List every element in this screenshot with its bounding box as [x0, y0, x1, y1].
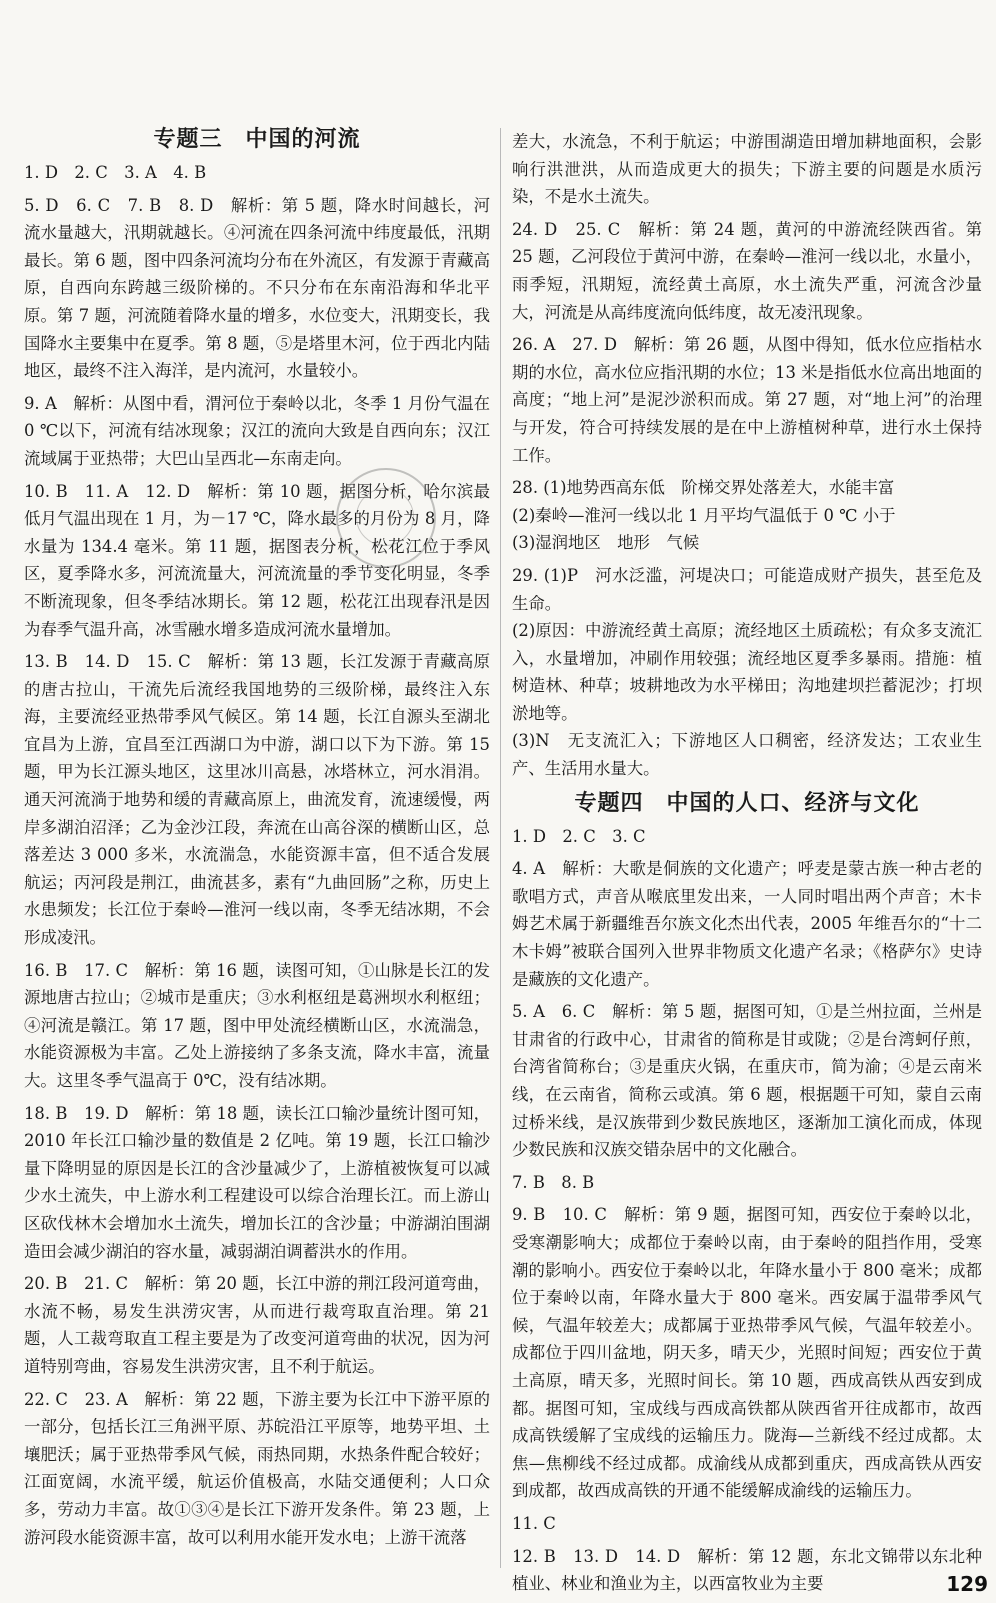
- right-entries-population: [512, 823, 982, 1598]
- section-title-population: 专题四 中国的人口、经济与文化: [574, 790, 920, 816]
- answer-item: 9. B 10. C 解析：第 9 题，据图可知，西安位于秦岭以北，受寒潮影响大；成都位于秦岭以南，由于秦岭的阻挡作用，受寒潮的影响小。西安位于秦岭以北，年降水量小于 800 毫米；成都位于秦岭以南，年降水量大于 800 毫米。西安属于温带季风气候，气温年较差大；成都属于亚热带季风气候，气温年较差小。成都位于四川盆地，阴天多，晴天少，光照时间短；西安位于黄土高原，晴天多，光照时间长。第 10 题，西成高铁从西安到成都。据图可知，宝成线与西成高铁都从陕西省开往成都市，故西成高铁缓解了宝成线的运输压力。陇海—兰新线不经过成都。太焦—焦柳线不经过成都。成渝线从成都到重庆，西成高铁从西安到成都，故西成高铁的开通不能缓解成渝线的运输压力。: [512, 1205, 982, 1501]
- stamp-inner-ring: [356, 488, 414, 546]
- section-title-rivers: 专题三 中国的河流: [153, 127, 361, 152]
- left-column: [24, 122, 496, 1556]
- continuation-text: 差大，水流急，不利于航运；中游围湖造田增加耕地面积，会影响行洪泄洪，从而造成更大的损失；下游主要的问题是水质污染，不是水土流失。: [512, 132, 982, 207]
- answer-item: 5. D 6. C 7. B 8. D 解析：第 5 题，降水时间越长，河流水量越大，汛期就越长。④河流在四条河流中纬度最低，汛期最长。第 6 题，图中四条河流均分布在外流区，有发源于青藏高原，自西向东跨越三级阶梯的。不只分布在东南沿海和华北平原。第 7 题，河流随着降水量的增多，水位变大，汛期变长，我国降水主要集中在夏季。第 8 题，⑤是塔里木河，位于西北内陆地区，最终不注入海洋，是内流河，水量较小。: [24, 195, 490, 381]
- column-divider: [500, 128, 501, 1568]
- watermark-stamp: [336, 468, 436, 568]
- answer-item: 10. B 11. A 12. D 解析：第 10 题，据图分析，哈尔滨最低月气温出现在 1 月，为－17 ℃，降水最多的月份为 8 月，降水量为 134.4 毫米。第 11 题，据图表分析，松花江位于季风区，夏季降水多，河流流量大，河流流量的季节变化明显，冬季不断流现象，但冬季结冰期长。第 12 题，松花江出现春汛是因为春季气温升高，冰雪融水增多造成河流水量增加。: [24, 481, 490, 639]
- right-entries-rivers: [512, 216, 988, 783]
- answer-item: 9. A 解析：从图中看，渭河位于秦岭以北，冬季 1 月份气温在 0 ℃以下，河流有结冰现象；汉江的流向大致是自西向东；汉江流域属于亚热带；大巴山呈西北—东南走向。: [24, 393, 496, 468]
- answer-item: 28. (1)地势西高东低 阶梯交界处落差大，水能丰富 (2)秦岭—淮河一线以北 1 月平均气温低于 0 ℃ 小于 (3)湿润地区 地形 气候: [512, 478, 896, 553]
- answer-item: 11. C: [512, 1513, 556, 1533]
- right-column: [512, 128, 988, 1603]
- answer-item: 29. (1)P 河水泛滥，河堤决口；可能造成财产损失，甚至危及生命。 (2)原因：中游流经黄土高原；流经地区土质疏松；有众多支流汇入，水量增加，冲刷作用较强；流经地区夏季多暴雨。措施：植树造林、种草；坡耕地改为水平梯田；沟地建坝拦蓄泥沙；打坝淤地等。 (3)N 无支流汇入；下游地区人口稠密，经济发达；工农业生产、生活用水量大。: [512, 565, 982, 779]
- answer-item: 26. A 27. D 解析：第 26 题，从图中得知，低水位应指枯水期的水位，高水位应指汛期的水位；13 米是指低水位高出地面的高度；“地上河”是泥沙淤积而成。第 27 题，对“地上河”的治理与开发，符合可持续发展的是在中上游植树种草，进行水土保持工作。: [512, 335, 982, 465]
- answer-item: 20. B 21. C 解析：第 20 题，长江中游的荆江段河道弯曲，水流不畅，易发生洪涝灾害，从而进行裁弯取直治理。第 21 题，人工裁弯取直工程主要是为了改变河道弯曲的状况，因为河道特别弯曲，容易发生洪涝灾害，且不利于航运。: [24, 1274, 496, 1376]
- answer-item: 18. B 19. D 解析：第 18 题，读长江口输沙量统计图可知，2010 年长江口输沙量的数值是 2 亿吨。第 19 题，长江口输沙量下降明显的原因是长江的含沙量减少了，上游植被恢复可以减少水土流失，中上游水利工程建设可以综合治理长江。而上游山区砍伐林木会增加水土流失，增加长江的含沙量；中游湖泊围湖造田会减少湖泊的容水量，减弱湖泊调蓄洪水的作用。: [24, 1103, 490, 1261]
- answer-item: 7. B 8. B: [512, 1172, 595, 1192]
- page-number: 129: [946, 1572, 988, 1596]
- answer-item: 1. D 2. C 3. A 4. B: [24, 163, 207, 182]
- answer-item: 22. C 23. A 解析：第 22 题，下游主要为长江中下游平原的一部分，包括长江三角洲平原、苏皖沿江平原等，地势平坦、土壤肥沃；属于亚热带季风气候，雨热同期，水热条件配合较好；江面宽阔，水流平缓，航运价值极高，水陆交通便利；人口众多，劳动力丰富。故①③④是长江下游开发条件。第 23 题，上游河段水能资源丰富，故可以利用水能开发水电；上游干流落: [24, 1389, 490, 1547]
- answer-item: 1. D 2. C 3. C: [512, 826, 646, 846]
- left-entries: [24, 159, 496, 1551]
- answer-item: 4. A 解析：大歌是侗族的文化遗产；呼麦是蒙古族一种古老的歌唱方式，声音从喉底里发出来，一人同时唱出两个声音；木卡姆艺术属于新疆维吾尔族文化杰出代表，2005 年维吾尔的“十二木卡姆”被联合国列入世界非物质文化遗产名录；《格萨尔》史诗是藏族的文化遗产。: [512, 859, 982, 989]
- answer-item: 24. D 25. C 解析：第 24 题，黄河的中游流经陕西省。第 25 题，乙河段位于黄河中游，在秦岭—淮河一线以北，水量小，雨季短，汛期短，流经黄土高原，水土流失严重，河流含沙量大，河流是从高纬度流向低纬度，故无凌汛现象。: [512, 219, 988, 322]
- answer-item: 13. B 14. D 15. C 解析：第 13 题，长江发源于青藏高原的唐古拉山，干流先后流经我国地势的三级阶梯，最终注入东海，主要流经亚热带季风气候区。第 14 题，长江自源头至湖北宜昌为上游，宜昌至江西湖口为中游，湖口以下为下游。第 15 题，甲为长江源头地区，这里冰川高悬，冰塔林立，河水涓涓。通天河流淌于地势和缓的青藏高原上，曲流发育，流速缓慢，两岸多湖泊沼泽；乙为金沙江段，奔流在山高谷深的横断山区，总落差达 3 000 多米，水流湍急，水能资源丰富，但不适合发展航运；丙河段是荆江，曲流甚多，素有“九曲回肠”之称，历史上水患频发；长江位于秦岭—淮河一线以南，冬季无结冰期，不会形成凌汛。: [24, 652, 496, 948]
- answer-item: 5. A 6. C 解析：第 5 题，据图可知，①是兰州拉面，兰州是甘肃省的行政中心，甘肃省的简称是甘或陇；②是台湾蚵仔煎，台湾省简称台；③是重庆火锅，在重庆市，简为渝；④是云南米线，在云南省，简称云或滇。第 6 题，根据题干可知，蒙自云南过桥米线，是汉族带到少数民族地区，逐渐加工演化而成，体现少数民族和汉族交错杂居中的文化融合。: [512, 1002, 982, 1160]
- answer-item: 12. B 13. D 14. D 解析：第 12 题，东北文锦带以东北种植业、林业和渔业为主，以西富牧业为主要: [512, 1546, 982, 1594]
- answer-item: 16. B 17. C 解析：第 16 题，读图可知，①山脉是长江的发源地唐古拉山；②城市是重庆；③水利枢纽是葛洲坝水利枢纽；④河流是赣江。第 17 题，图中甲处流经横断山区，水流湍急，水能资源极为丰富。乙处上游接纳了多条支流，降水丰富，流量大。这里冬季气温高于 0℃，没有结冰期。: [24, 960, 490, 1090]
